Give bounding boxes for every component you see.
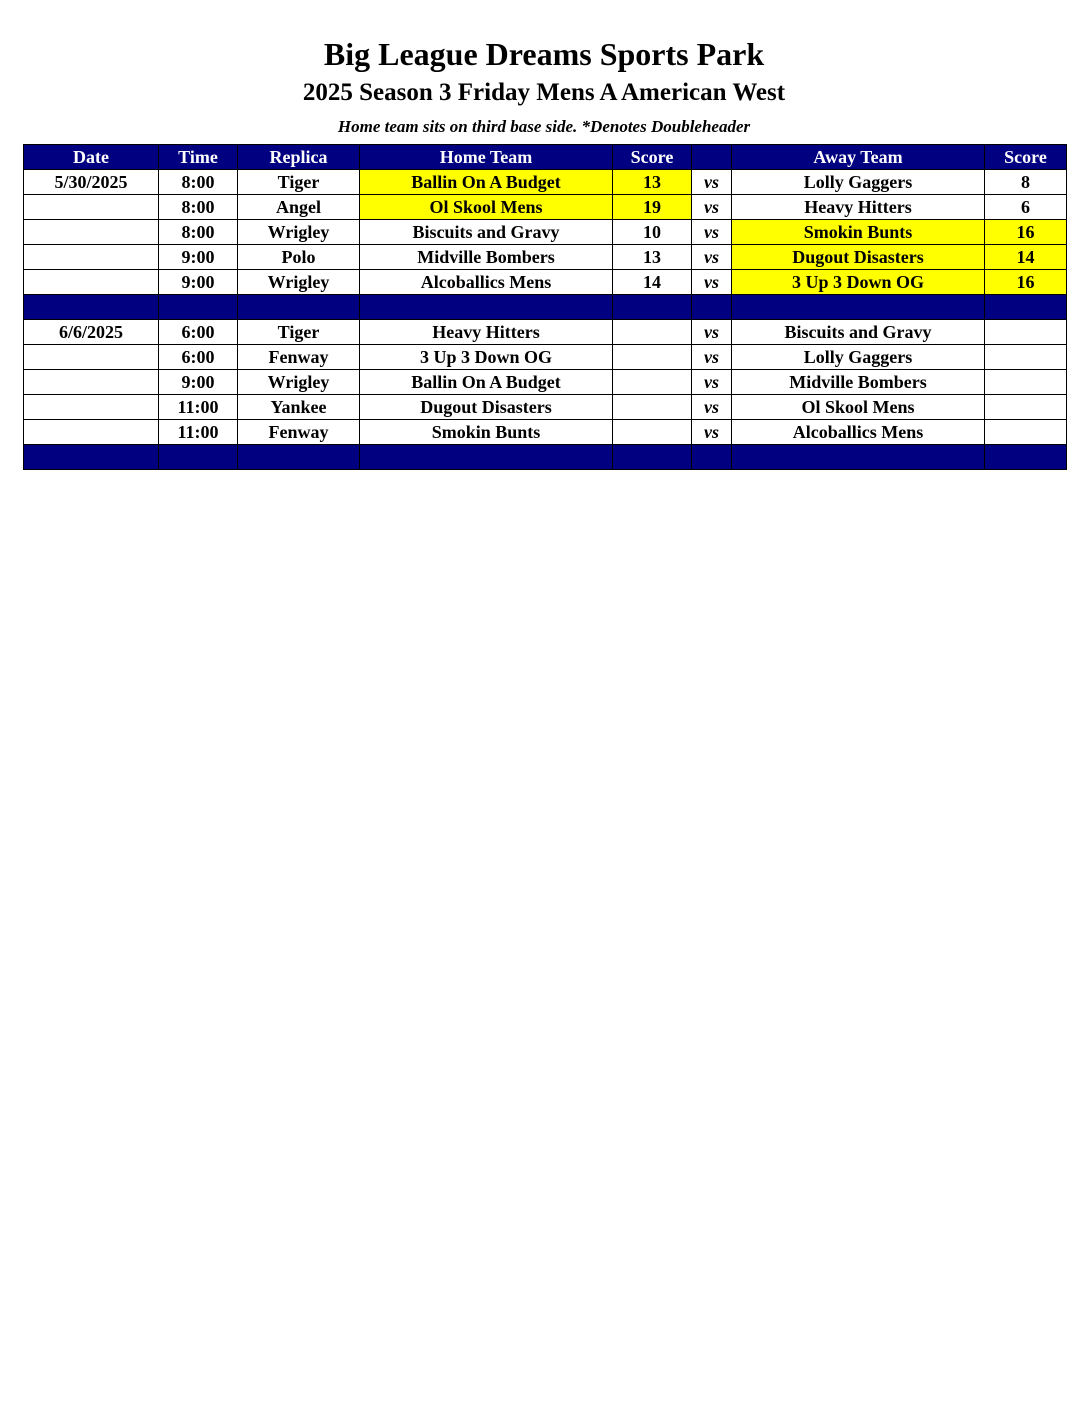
column-header-date: Date bbox=[24, 145, 159, 170]
home-score bbox=[613, 395, 692, 420]
game-row bbox=[24, 370, 1067, 395]
away-score-winner: 16 bbox=[985, 270, 1067, 295]
game-row bbox=[24, 220, 1067, 245]
vs-label: vs bbox=[692, 195, 732, 220]
header-row bbox=[24, 145, 1067, 170]
away-score bbox=[985, 395, 1067, 420]
away-team: Heavy Hitters bbox=[732, 195, 985, 220]
game-date bbox=[24, 245, 159, 270]
game-row bbox=[24, 170, 1067, 195]
game-replica: Tiger bbox=[238, 320, 360, 345]
game-replica: Angel bbox=[238, 195, 360, 220]
column-header-replica: Replica bbox=[238, 145, 360, 170]
game-date bbox=[24, 195, 159, 220]
vs-label: vs bbox=[692, 170, 732, 195]
game-row bbox=[24, 395, 1067, 420]
home-team: Biscuits and Gravy bbox=[360, 220, 613, 245]
game-row bbox=[24, 345, 1067, 370]
game-time: 6:00 bbox=[159, 320, 238, 345]
game-time: 8:00 bbox=[159, 170, 238, 195]
game-time: 6:00 bbox=[159, 345, 238, 370]
away-team: Midville Bombers bbox=[732, 370, 985, 395]
vs-label: vs bbox=[692, 320, 732, 345]
game-time: 9:00 bbox=[159, 270, 238, 295]
home-team-winner: Ol Skool Mens bbox=[360, 195, 613, 220]
away-score bbox=[985, 370, 1067, 395]
away-score-winner: 16 bbox=[985, 220, 1067, 245]
page-title: Big League Dreams Sports Park bbox=[323, 36, 765, 72]
game-time: 9:00 bbox=[159, 245, 238, 270]
home-team: 3 Up 3 Down OG bbox=[360, 345, 613, 370]
home-score: 14 bbox=[613, 270, 692, 295]
vs-label: vs bbox=[692, 345, 732, 370]
week-separator-row bbox=[24, 445, 1067, 470]
away-team: Ol Skool Mens bbox=[732, 395, 985, 420]
schedule-table bbox=[23, 144, 1067, 470]
home-team: Smokin Bunts bbox=[360, 420, 613, 445]
game-time: 11:00 bbox=[159, 395, 238, 420]
game-replica: Polo bbox=[238, 245, 360, 270]
game-replica: Wrigley bbox=[238, 220, 360, 245]
home-score bbox=[613, 420, 692, 445]
column-header-home-team: Home Team bbox=[360, 145, 613, 170]
home-score bbox=[613, 320, 692, 345]
column-header-away-score: Score bbox=[985, 145, 1067, 170]
away-score bbox=[985, 345, 1067, 370]
game-row bbox=[24, 245, 1067, 270]
game-date: 6/6/2025 bbox=[24, 320, 159, 345]
away-team: Alcoballics Mens bbox=[732, 420, 985, 445]
home-team: Midville Bombers bbox=[360, 245, 613, 270]
game-replica: Fenway bbox=[238, 420, 360, 445]
vs-label: vs bbox=[692, 420, 732, 445]
away-team-winner: 3 Up 3 Down OG bbox=[732, 270, 985, 295]
game-time: 11:00 bbox=[159, 420, 238, 445]
home-team: Ballin On A Budget bbox=[360, 370, 613, 395]
game-replica: Wrigley bbox=[238, 370, 360, 395]
column-header-away-team: Away Team bbox=[732, 145, 985, 170]
vs-label: vs bbox=[692, 245, 732, 270]
game-replica: Tiger bbox=[238, 170, 360, 195]
game-row bbox=[24, 195, 1067, 220]
schedule-note: Home team sits on third base side. *Denotes Doubleheader bbox=[337, 117, 751, 136]
home-team: Heavy Hitters bbox=[360, 320, 613, 345]
game-date bbox=[24, 395, 159, 420]
away-score-winner: 14 bbox=[985, 245, 1067, 270]
home-team: Dugout Disasters bbox=[360, 395, 613, 420]
away-team-winner: Smokin Bunts bbox=[732, 220, 985, 245]
away-score: 6 bbox=[985, 195, 1067, 220]
home-score bbox=[613, 345, 692, 370]
vs-label: vs bbox=[692, 370, 732, 395]
week-separator-row bbox=[24, 295, 1067, 320]
game-replica: Fenway bbox=[238, 345, 360, 370]
home-score-winner: 19 bbox=[613, 195, 692, 220]
game-date bbox=[24, 370, 159, 395]
column-header-time: Time bbox=[159, 145, 238, 170]
home-score-winner: 13 bbox=[613, 170, 692, 195]
game-date bbox=[24, 345, 159, 370]
away-score bbox=[985, 420, 1067, 445]
home-score: 13 bbox=[613, 245, 692, 270]
away-team: Biscuits and Gravy bbox=[732, 320, 985, 345]
game-time: 8:00 bbox=[159, 195, 238, 220]
away-score: 8 bbox=[985, 170, 1067, 195]
vs-label: vs bbox=[692, 220, 732, 245]
home-team-winner: Ballin On A Budget bbox=[360, 170, 613, 195]
game-time: 8:00 bbox=[159, 220, 238, 245]
away-team: Lolly Gaggers bbox=[732, 170, 985, 195]
page-subtitle: 2025 Season 3 Friday Mens A American West bbox=[302, 79, 786, 106]
vs-label: vs bbox=[692, 395, 732, 420]
away-team-winner: Dugout Disasters bbox=[732, 245, 985, 270]
game-row bbox=[24, 420, 1067, 445]
game-replica: Wrigley bbox=[238, 270, 360, 295]
vs-label: vs bbox=[692, 270, 732, 295]
column-header-vs bbox=[692, 145, 732, 170]
game-date bbox=[24, 220, 159, 245]
away-team: Lolly Gaggers bbox=[732, 345, 985, 370]
game-date bbox=[24, 270, 159, 295]
game-time: 9:00 bbox=[159, 370, 238, 395]
home-score: 10 bbox=[613, 220, 692, 245]
game-date bbox=[24, 420, 159, 445]
away-score bbox=[985, 320, 1067, 345]
game-replica: Yankee bbox=[238, 395, 360, 420]
home-score bbox=[613, 370, 692, 395]
game-row bbox=[24, 320, 1067, 345]
game-date: 5/30/2025 bbox=[24, 170, 159, 195]
game-row bbox=[24, 270, 1067, 295]
column-header-home-score: Score bbox=[613, 145, 692, 170]
home-team: Alcoballics Mens bbox=[360, 270, 613, 295]
